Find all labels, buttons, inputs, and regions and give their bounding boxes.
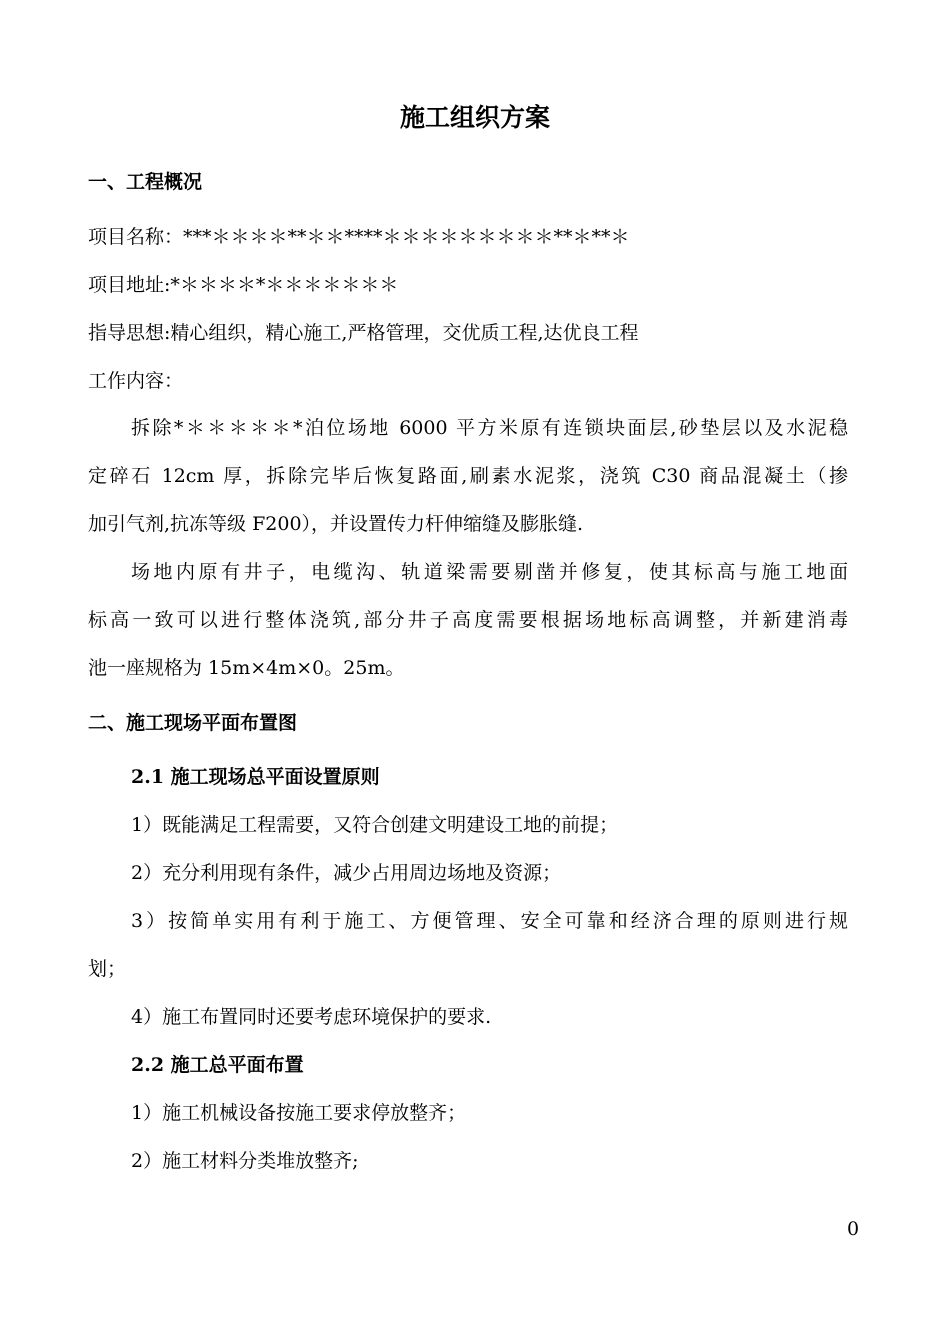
list-item: 2）施工材料分类堆放整齐; — [131, 1150, 359, 1172]
project-address-line: 项目地址:*＊＊＊＊*＊＊＊＊＊＊＊ — [88, 274, 399, 296]
list-item: 2）充分利用现有条件，减少占用周边场地及资源； — [131, 862, 562, 884]
list-item: 1）施工机械设备按施工要求停放整齐； — [131, 1102, 467, 1124]
project-name-line: 项目名称：***＊＊＊＊**＊＊****＊＊＊＊＊＊＊＊＊**＊**＊ — [88, 226, 630, 248]
guiding-thought-line: 指导思想:精心组织，精心施工,严格管理，交优质工程,达优良工程 — [88, 322, 639, 344]
paragraph-line: 拆除*＊＊＊＊＊*泊位场地 6000 平方米原有连锁块面层,砂垫层以及水泥稳 — [131, 417, 848, 439]
subsection-heading-general-layout: 2.2 施工总平面布置 — [131, 1054, 304, 1076]
paragraph-line: 池一座规格为 15m×4m×0。25m。 — [88, 657, 405, 679]
page-number: 0 — [846, 1218, 860, 1240]
subsection-heading-principles: 2.1 施工现场总平面设置原则 — [131, 766, 380, 788]
list-item: 3）按简单实用有利于施工、方便管理、安全可靠和经济合理的原则进行规 — [131, 910, 848, 932]
work-content-label: 工作内容： — [88, 370, 184, 392]
section-heading-overview: 一、工程概况 — [88, 171, 203, 193]
section-heading-site-layout: 二、施工现场平面布置图 — [88, 712, 298, 734]
list-item: 1）既能满足工程需要，又符合创建文明建设工地的前提； — [131, 814, 619, 836]
list-item: 4）施工布置同时还要考虑环境保护的要求. — [131, 1006, 492, 1028]
paragraph-line: 加引气剂,抗冻等级 F200），并设置传力杆伸缩缝及膨胀缝. — [88, 513, 584, 535]
paragraph-line: 定碎石 12cm 厚，拆除完毕后恢复路面,刷素水泥浆，浇筑 C30 商品混凝土（掺 — [88, 465, 848, 487]
paragraph-line: 标高一致可以进行整体浇筑,部分井子高度需要根据场地标高调整，并新建消毒 — [88, 609, 848, 631]
document-title: 施工组织方案 — [399, 103, 550, 132]
list-item-continuation: 划； — [88, 958, 127, 980]
paragraph-line: 场地内原有井子，电缆沟、轨道梁需要剔凿并修复，使其标高与施工地面 — [131, 561, 848, 583]
